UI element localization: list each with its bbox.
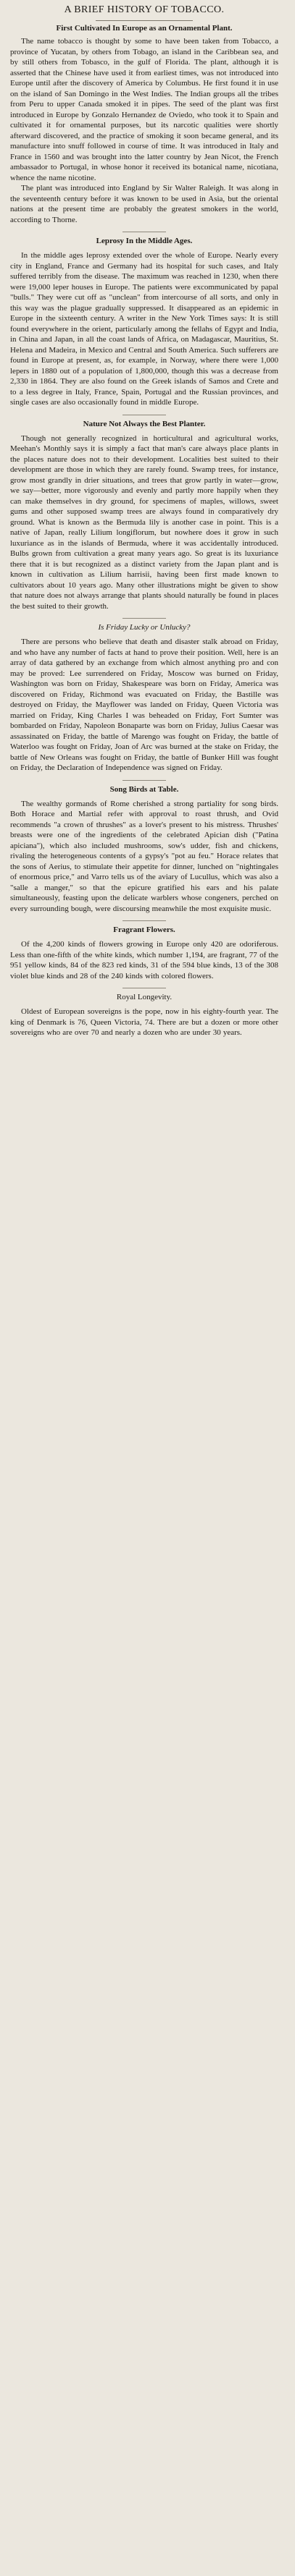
page-title: A BRIEF HISTORY OF TOBACCO.: [64, 4, 225, 15]
article-heading: Royal Longevity.: [116, 993, 173, 1001]
article-tobacco: [10, 24, 278, 225]
article-song-birds: [10, 785, 278, 915]
article-heading: Fragrant Flowers.: [113, 925, 175, 934]
article-paragraph: The name tobacco is thought by some to have been taken from Tobacco, a province of Yucatan, by others from Tobago, an island in the Caribbean sea, and by still others from Tobasco, in the gulf of Florida. The plant, although it is asserted that the Chinese have used it from earliest times, was not introduced into Europe until after the discovery of America by Columbus. He first found it in use on the island of San Domingo in the West Indies. The Indian groups all the tribes from Peru to upper Canada smoked it in pipes. The seed of the plant was first introduced in Europe by Gonzalo Hernandez de Oviedo, who took it to Spain and cultivated it for ornamental purposes, but its narcotic qualities were shortly afterward discovered, and the practice of smoking it soon became general, and its manufacture into snuff followed in course of time. It was introduced in Italy and France in 1560 and was brought into the latter country by Jean Nicot, the French ambassador to Portugal, in whose honor it received its botanical name, nicotiana, whence the name nicotine.: [10, 37, 278, 182]
article-paragraph: The plant was introduced into England by Sir Walter Raleigh. It was along in the seventeenth century before it was known to be used in Asia, but the oriental nations at the present time are probably the greatest smokers in the world, according to Thorne.: [10, 184, 278, 224]
article-paragraph: There are persons who believe that death and disaster stalk abroad on Friday, and who have any number of facts at hand to prove their position. Well, here is an array of data gathered by an exchange from which almost anything pro and con may be proved: Lee surrendered on Friday, Moscow was burned on Friday, Washington was born on Friday, Shakespeare was born on Friday, America was discovered on Friday, Richmond was evacuated on Friday, the Bastille was destroyed on Friday, the Mayflower was landed on Friday, Queen Victoria was married on Friday, King Charles I was beheaded on Friday, Fort Sumter was bombarded on Friday, Napoleon Bonaparte was born on Friday, Julius Caesar was assassinated on Friday, the battle of Marengo was fought on Friday, the battle of Waterloo was fought on Friday, Joan of Arc was burned at the stake on Friday, the battle of New Orleans was fought on Friday, the battle of Bunker Hill was fought on Friday, the Declaration of Independence was signed on Friday.: [10, 637, 278, 772]
title-rule: [96, 20, 193, 21]
article-paragraph: Of the 4,200 kinds of flowers growing in Europe only 420 are odoriferous. Less than one-fifth of the white kinds, which number 1,194, are fragrant, 77 of the 951 yellow kinds, 84 of the 823 red kinds, 31 of the 594 blue kinds, 13 of the 308 violet blue kinds and 28 of the 240 kinds with colored flowers.: [10, 940, 278, 980]
article-heading: Song Birds at Table.: [109, 784, 179, 794]
section-divider: [122, 618, 166, 619]
article-heading: First Cultivated In Europe as an Ornamental Plant.: [56, 24, 233, 33]
article-royal-longevity: [10, 993, 278, 1038]
section-divider: [122, 780, 166, 781]
article-friday: [10, 623, 278, 774]
article-heading: Is Friday Lucky or Unlucky?: [98, 623, 191, 632]
article-paragraph: Though not generally recognized in horticultural and agricultural works, Meehan's Monthly says it is simply a fact that man's care always place plants in the places nature does not to their development. Localities best suited to their development are those in which they are rarely found. Swamp trees, for instance, grow most grandly in drier situations, and trees that grow partly in water—grow, we say—better, more vigorously and evenly and partly more happily when they can make themselves in dry ground, for specimens of maples, willows, sweet gums and other supposed swamp trees are always found in comparatively dry ground. What is known as the Bermuda lily is another case in point. This is a native of Japan, really Lilium longiflorum, but nowhere does it grow in such luxuriance as in the islands of Bermuda, where it was accidentally introduced. Bulbs grown from cultivation a great many years ago. So great is its luxuriance there that it is but recognized as a distinct variety from the Japan plant and is known in cultivation as Lilium harrisii, having been first made known to cultivators about 10 years ago. Many other illustrations might be given to show that nature does not always arrange that plants should naturally be found in places the best suited to their growth.: [10, 433, 278, 611]
section-divider: [122, 920, 166, 921]
article-paragraph: The wealthy gormands of Rome cherished a strong partiality for song birds. Both Horace and Martial refer with approval to roast thrush, and Ovid recommends "a crown of thrushes" as a lover's present to his mistress. Thrushes' breasts were one of the ingredients of the celebrated Apician dish ("Patina apiciana"), which also included mushrooms, sow's udder, fish and chickens, rivaling the heterogeneous contents of a gypsy's "pot au feu." Horace relates that the sons of Aerius, to stimulate their appetite for dinner, lunched on "nightingales of enormous price," and Varro tells us of the aviary of Lucullus, which was also a "salle a manger," so that the epicure gratified his ears and his palate simultaneously, feasting upon the delicate warblers whose congeners, perched on every surrounding bough, were discoursing meanwhile the most exquisite music.: [10, 799, 278, 913]
article-paragraph: Oldest of European sovereigns is the pope, now in his eighty-fourth year. The king of Denmark is 76, Queen Victoria, 74. There are but a dozen or more other sovereigns who are over 70 and nearly a dozen who are under 30 years.: [10, 1007, 278, 1037]
article-nature-planter: [10, 420, 278, 612]
article-leprosy: [10, 237, 278, 408]
article-heading: Leprosy In the Middle Ages.: [96, 237, 193, 245]
article-paragraph: In the middle ages leprosy extended over the whole of Europe. Nearly every city in England, France and Germany had its hospital for such cases, and Italy suffered terribly from the disease. The maximum was reached in 1230, when there were 19,000 leper houses in Europe. The patients were excommunicated by papal "bulls." They were cut off as "unclean" from intercourse of all sorts, and only in this way was the plague gradually suppressed. It disappeared as an epidemic in Europe in the sixteenth century. A writer in the New York Times says: It is still found everywhere in the orient, particularly among the fellahs of Egypt and India, in China and Japan, in all the coast lands of Africa, on Madagascar, Mauritius, St. Helena and Madeira, in Mexico and Central and South America. Such sufferers are found in Europe at present, as, for example, in Norway, where there were 1,000 lepers in 1880 out of a population of 1,800,000, though this was a decrease from 2,330 in 1864. They are also found on the Greek islands of Samos and Crete and to a less degree in Italy, France, Spain, Portugal and the Russian provinces, and single cases are also occasionally found in middle Europe.: [10, 251, 278, 407]
article-heading: Nature Not Always the Best Planter.: [83, 419, 206, 428]
article-fragrant-flowers: [10, 925, 278, 981]
article-column: [10, 0, 278, 1038]
